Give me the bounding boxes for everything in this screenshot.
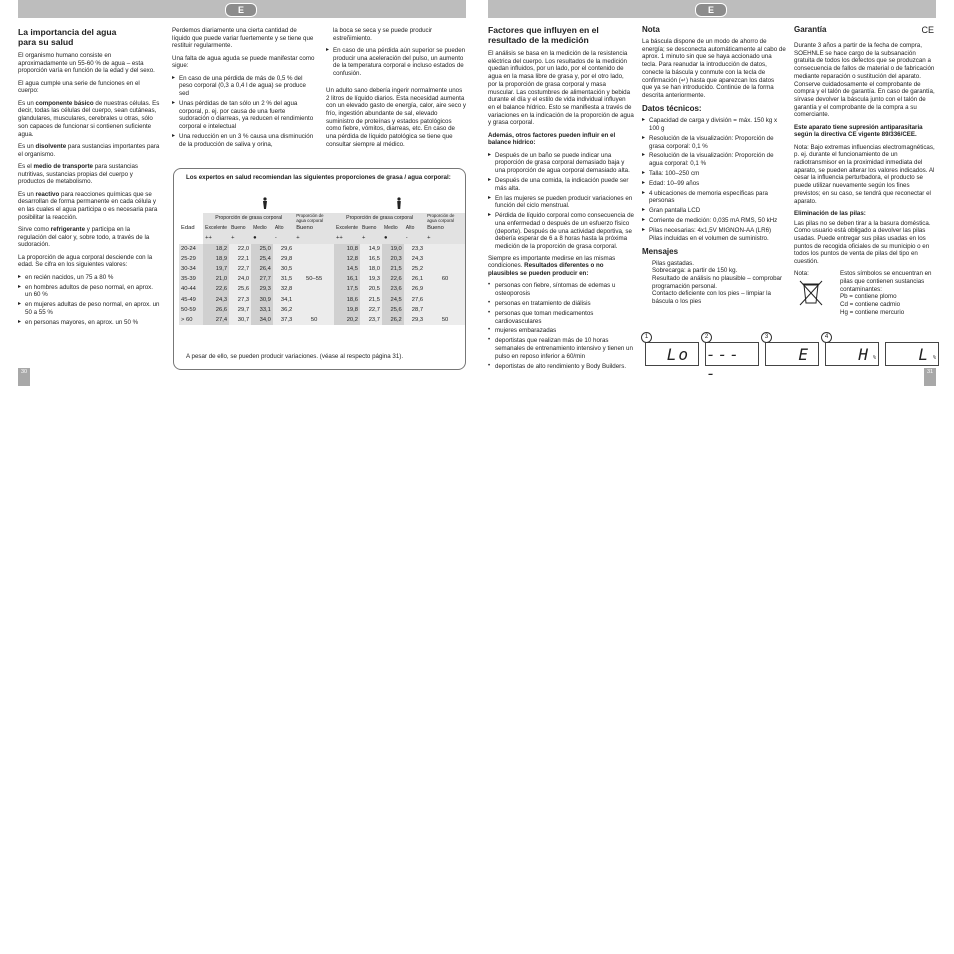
age-cell: > 60: [179, 315, 203, 325]
lcd-text: L: [918, 345, 930, 364]
list-item: ▸ en personas mayores, en aprox. un 50 %: [18, 319, 160, 327]
column-header: Bueno: [294, 223, 334, 233]
list-item: ▸ en mujeres adultas de peso normal, en aprox. un 50 a 55 %: [18, 301, 160, 316]
lcd-text: ----: [706, 345, 741, 383]
value-cell: 18,9: [203, 254, 229, 264]
value-cell: 30,9: [251, 295, 273, 305]
value-cell: 31,5: [273, 274, 294, 284]
female-icon: [262, 197, 268, 209]
column-header: Bueno: [229, 223, 251, 233]
lcd-number-badge: 4: [821, 332, 832, 343]
table-header-row: [179, 223, 465, 233]
value-cell: 34,1: [273, 295, 294, 305]
value-cell: 19,7: [203, 264, 229, 274]
value-cell: 19,0: [382, 244, 404, 254]
section-title: La importancia del agua para su salud: [18, 27, 117, 47]
list-item: ▸ Después de una comida, la indicación puede ser más alta.: [488, 177, 634, 192]
lcd-number-badge: 2: [701, 332, 712, 343]
list-item: ▸ 4 ubicaciones de memoria específicas para personas: [642, 190, 786, 205]
rating-mark: ++: [334, 233, 360, 243]
value-cell: 29,7: [229, 305, 251, 315]
value-cell: 33,1: [251, 305, 273, 315]
list-item: • deportistas de alto rendimiento y Body Builders.: [488, 363, 634, 371]
fat-header-female: Proporción de grasa corporal: [203, 213, 294, 223]
factors-column: Factores que influyen en el resultado de la medición El análisis se basa en la medición de la resistencia eléctrica del cuerpo. Los resultados de la medición quedan influidos, por un lado, por el contenido de agua en la masa libre de grasa y, por el otro lado, por la proporción de grasa corporal y masa muscular. Las costumbres de alimentación y bebida durante el día y el estilo de vida individual influyen en el balance hídrico. Esto se manifiesta a través de variaciones en la indicación de la proporción de agua y grasa corporal. Además, otros factores pueden influir en el balance hídrico: ▸ Después de un baño se puede indicar una proporción de grasa corporal demasiado baja y una proporción de agua corporal demasiado alta. ▸ Después de una comida, la indicación puede ser más alta. ▸ En las mujeres se pueden producir variaciones en función del ciclo menstrual. ▸ Pérdida de líquido corporal como consecuencia de una enfermedad o después de un esfuerzo físico (deporte). Después de una actividad deportiva, se debería esperar de 6 a 8 horas hasta la próxima medición de la proporción de grasa corporal. Siempre es importante medirse en las mismas condiciones. Resultados diferentes o no plausibles se pueden producir en: • personas con fiebre, síntomas de edemas u osteoporosis • personas en tratamiento de diálisis • personas que toman medicamentos cardiovasculares • mujeres embarazadas • deportistas que realizan más de 10 horas semanales de entrenamiento intensivo y tienen un pulso en reposo inferior a 60/min • deportistas de alto rendimiento y Body Builders.: [488, 25, 634, 374]
value-cell: 27,4: [203, 315, 229, 325]
age-cell: 50-59: [179, 305, 203, 315]
lcd-display: [705, 342, 759, 383]
tech-column: Nota La báscula dispone de un modo de ahorro de energía; se desconecta automáticamente al cabo de aprox. 1 minuto sin que se haya accionado una tecla. Para reanudar la introducción de datos, conecte la báscula y conmute con la tecla de confirmación (↵) hasta que aparezcan los datos que ya se han introducido. Continúe de la forma descrita anteriormente. Datos técnicos: ▸ Capacidad de carga y división = máx. 150 kg x 100 g ▸ Resolución de la visualización: Proporción de grasa corporal: 0,1 % ▸ Resolución de la visualización: Proporción de agua corporal: 0,1 % ▸ Talla: 100–250 cm ▸ Edad: 10–99 años ▸ 4 ubicaciones de memoria específicas para personas ▸ Gran pantalla LCD ▸ Corriente de medición: 0,035 mA RMS, 50 kHz ▸ Pilas necesarias: 4x1,5V MIGNON-AA (LR6) Pilas incluidas en el volumen de suministro. Mensajes Pilas gastadas. Sobrecarga: a partir de 150 kg. Resultado de análisis no plausible – comprobar programación personal. Contacto deficiente con los pies – limpiar la báscula o los pies: [642, 25, 786, 306]
right-header-bar: [488, 0, 936, 18]
list-item: ▸ En caso de una pérdida de más de 0,5 % del peso corporal (0,3 a 0,4 l de agua) se produce sed: [172, 75, 316, 98]
language-badge: E: [225, 3, 257, 17]
lcd-text: H: [858, 345, 870, 364]
value-cell: 20,2: [334, 315, 360, 325]
list-item: ▸ Pilas necesarias: 4x1,5V MIGNON-AA (LR6) Pilas incluidas en el volumen de suministro.: [642, 227, 786, 242]
list-item: ▸ Una reducción en un 3 % causa una disminución de la producción de saliva y orina,: [172, 133, 316, 148]
left-header-bar: [18, 0, 466, 18]
value-cell: 20,5: [360, 284, 382, 294]
value-cell: 32,8: [273, 284, 294, 294]
battery-note: Nota: Estos símbolos se encuentran en pilas que contienen sustancias contaminantes: Pb = contiene plomo Cd = contiene cadmio Hg = contiene mercurio: [794, 270, 932, 317]
male-icon: [396, 197, 402, 209]
value-cell: 25,6: [382, 305, 404, 315]
value-cell: 23,6: [382, 284, 404, 294]
rating-mark: -: [404, 233, 425, 243]
value-cell: 30,7: [229, 315, 251, 325]
list-item: ▸ en hombres adultos de peso normal, en aprox. un 60 %: [18, 284, 160, 299]
water-importance-column: La importancia del agua para su salud El organismo humano consiste en aproximadamente un 55-60 % de agua – esta proporción varía en función de la edad y del sexo. El agua cumple una serie de funciones en el cuerpo: Es un componente básico de nuestras células. Es decir, todas las células del cuerpo, sean cutáneas, glandulares, musculares, cerebrales u otras, sólo son capaces de funcionar si contienen suficiente agua. Es un disolvente para sustancias importantes para el organismo. Es el medio de transporte para sustancias nutritivas, sustancias propias del cuerpo y productos de metabolismo. Es un reactivo para reacciones químicas que se desarrollan de forma permanente en cada célula y en las cuales el agua participa o es necesaria para posibilitar la reacción. Sirve como refrigerante y participa en la regulación del calor y, sobre todo, a través de la sudoración. La proporción de agua corporal desciende con la edad. Se cifra en los siguientes valores: ▸ en recién nacidos, un 75 a 80 % ▸ en hombres adultos de peso normal, en aprox. un 60 % ▸ en mujeres adultas de peso normal, en aprox. un 50 a 55 % ▸ en personas mayores, en aprox. un 50 %: [18, 27, 160, 330]
column-header: Excelente: [203, 223, 229, 233]
value-cell: 12,8: [334, 254, 360, 264]
value-cell: 29,3: [251, 284, 273, 294]
value-cell: 23,3: [404, 244, 425, 254]
rating-mark: ●: [382, 233, 404, 243]
crossed-bin-icon: [798, 279, 824, 307]
table-row: [179, 244, 465, 254]
list-item: ▸ Gran pantalla LCD: [642, 207, 786, 215]
value-cell: 24,5: [382, 295, 404, 305]
intake-column: la boca se seca y se puede producir estreñimiento. ▸ En caso de una pérdida aún superior se pueden producir una aceleración del pulso, un aumento de la temperatura corporal e incluso estados de confusión. Un adulto sano debería ingerir normalmente unos 2 litros de líquido diarios. Esta necesidad aumenta con un elevado gasto de energía, calor, aire seco y frío, ingestión abundante de sal, elevado suministro de proteínas y estados patológicos como fiebre, vómitos, diarreas, etc. En caso de una pérdida de líquido patológica se tiene que consultar siempre al médico.: [326, 27, 466, 153]
rating-mark: +: [425, 233, 465, 243]
page-number: 30: [18, 368, 30, 386]
column-header: Excelente: [334, 223, 360, 233]
age-cell: 35-39: [179, 274, 203, 284]
lcd-text: E: [798, 345, 810, 364]
value-cell: 23,7: [360, 315, 382, 325]
value-cell: 16,5: [360, 254, 382, 264]
table-cell: [179, 233, 203, 243]
age-cell: 30-34: [179, 264, 203, 274]
age-cell: 20-24: [179, 244, 203, 254]
rating-mark: ●: [251, 233, 273, 243]
list-item: • personas con fiebre, síntomas de edemas u osteoporosis: [488, 282, 634, 297]
fluid-loss-column: Perdemos diariamente una cierta cantidad de líquido que puede variar fuertemente y se tiene que restituir regularmente. Una falta de agua aguda se puede manifestar como sigue: ▸ En caso de una pérdida de más de 0,5 % del peso corporal (0,3 a 0,4 l de agua) se produce sed ▸ Unas pérdidas de tan sólo un 2 % del agua corporal, p. ej. por causa de una fuerte sudoración o diarreas, ya reducen el rendimiento corporal e intelectual ▸ Una reducción en un 3 % causa una disminución de la producción de saliva y orina,: [172, 27, 316, 152]
value-cell: 37,3: [273, 315, 294, 325]
value-cell: 34,0: [251, 315, 273, 325]
value-cell: 25,2: [404, 264, 425, 274]
value-cell: 22,1: [229, 254, 251, 264]
value-cell: 21,5: [360, 295, 382, 305]
value-cell: 25,0: [251, 244, 273, 254]
percent-sign: %: [872, 355, 876, 361]
value-cell: 24,0: [229, 274, 251, 284]
list-item: ▸ En caso de una pérdida aún superior se pueden producir una aceleración del pulso, un aumento de la temperatura corporal e incluso estados de confusión.: [326, 47, 466, 78]
value-cell: 29,6: [273, 244, 294, 254]
water-value-male: 60: [425, 244, 465, 315]
rating-mark: -: [273, 233, 294, 243]
warranty-column: Garantía CE Durante 3 años a partir de la fecha de compra, SOEHNLE se hace cargo de la subsanación gratuita de todos los defectos que se produzcan a consecuencia de fallos de material o de fabricación mediante reparación o sustitución del aparato. Conserve cuidadosamente el comprobante de compra y el talón de garantía. En caso de garantía, sírvase devolver la báscula junto con el talón de garantía y el comprobante de la compra a su comerciante. Este aparato tiene supresión antiparasitaria según la directiva CE vigente 89/336/CEE. Nota: Bajo extremas influencias electromagnéticas, p. ej. durante el funcionamiento de un radiotransmisor en la proximidad inmediata del aparato, se pueden alterar los valores indicados. Al cesar la influencia perturbadora, el producto se puede utilizar nuevamente según los fines previstos; en su caso, se tendrá que reconectar el aparato. Eliminación de las pilas: Las pilas no se deben tirar a la basura doméstica. Como usuario está obligado a devolver las pilas usadas. Puede entregar sus pilas usadas en los puntos de recogida oficiales de su municipio o en todos los puntos de venta de pilas del tipo en cuestión. Nota: Estos símbolos se encuentran en pilas que contienen sustancias contaminantes: Pb = contiene plomo Cd = contiene cadmio Hg = contiene mercurio: [794, 25, 936, 326]
lcd-display: [825, 342, 879, 366]
list-item: • personas en tratamiento de diálisis: [488, 300, 634, 308]
table-row: [179, 315, 465, 325]
list-item: ▸ Después de un baño se puede indicar una proporción de grasa corporal demasiado baja y una proporción de agua corporal demasiado alta.: [488, 152, 634, 175]
list-item: ▸ Resolución de la visualización: Proporción de grasa corporal: 0,1 %: [642, 135, 786, 150]
rating-mark: +: [360, 233, 382, 243]
value-cell: 28,7: [404, 305, 425, 315]
value-cell: 22,7: [360, 305, 382, 315]
value-cell: 18,2: [203, 244, 229, 254]
value-cell: 36,2: [273, 305, 294, 315]
value-cell: 22,7: [229, 264, 251, 274]
list-item: ▸ Unas pérdidas de tan sólo un 2 % del agua corporal, p. ej. por causa de una fuerte sudoración o diarreas, ya reducen el rendimiento corporal e intelectual: [172, 100, 316, 131]
age-header: Edad: [181, 225, 195, 232]
value-cell: 21,5: [382, 264, 404, 274]
list-item: ▸ Corriente de medición: 0,035 mA RMS, 50 kHz: [642, 217, 786, 225]
value-cell: 18,6: [334, 295, 360, 305]
water-header-female: Proporción de agua corporal: [294, 213, 334, 223]
value-cell: 29,8: [273, 254, 294, 264]
water-proportion-list: [18, 274, 160, 327]
column-header: Bueno: [360, 223, 382, 233]
lcd-number-badge: 1: [641, 332, 652, 343]
rating-mark: +: [229, 233, 251, 243]
list-item: ▸ En las mujeres se pueden producir variaciones en función del ciclo menstrual.: [488, 195, 634, 210]
water-value-male: 50: [425, 315, 465, 325]
column-header: Alto: [273, 223, 294, 233]
value-cell: 19,3: [360, 274, 382, 284]
lcd-display: [885, 342, 939, 366]
value-cell: 17,5: [334, 284, 360, 294]
table-header-row: [179, 233, 465, 243]
percent-sign: %: [932, 355, 936, 361]
table-cell: [179, 213, 203, 223]
column-header: Bueno: [425, 223, 465, 233]
age-cell: 45-49: [179, 295, 203, 305]
list-item: ▸ Resolución de la visualización: Proporción de agua corporal: 0,1 %: [642, 152, 786, 167]
value-cell: 10,8: [334, 244, 360, 254]
age-cell: 25-29: [179, 254, 203, 264]
list-item: ▸ Edad: 10–99 años: [642, 180, 786, 188]
value-cell: 25,6: [229, 284, 251, 294]
value-cell: 22,0: [229, 244, 251, 254]
list-item: • deportistas que realizan más de 10 horas semanales de entrenamiento intensivo y tienen un pulso en reposo inferior a 60/min: [488, 337, 634, 360]
value-cell: 14,5: [334, 264, 360, 274]
value-cell: 26,4: [251, 264, 273, 274]
value-cell: 26,1: [404, 274, 425, 284]
fat-header-male: Proporción de grasa corporal: [334, 213, 425, 223]
value-cell: 24,3: [404, 254, 425, 264]
value-cell: 26,2: [382, 315, 404, 325]
language-badge: E: [695, 3, 727, 17]
table-header-row: [179, 213, 465, 223]
value-cell: 22,6: [203, 284, 229, 294]
page-number: 31: [924, 368, 936, 386]
list-item: ▸ Pérdida de líquido corporal como consecuencia de una enfermedad o después de un esfuerzo físico (deporte). Después de una actividad deportiva, se debería esperar de 6 a 8 horas hasta la próxima medición de la proporción de grasa corporal.: [488, 212, 634, 251]
value-cell: 26,9: [404, 284, 425, 294]
water-value-female: 50–55: [294, 244, 334, 315]
rating-mark: +: [294, 233, 334, 243]
value-cell: 27,6: [404, 295, 425, 305]
value-cell: 30,5: [273, 264, 294, 274]
ce-mark: CE: [921, 25, 934, 35]
lcd-text: Lo: [666, 345, 690, 364]
value-cell: 24,3: [203, 295, 229, 305]
value-cell: 16,1: [334, 274, 360, 284]
list-item: ▸ Capacidad de carga y división = máx. 150 kg x 100 g: [642, 117, 786, 132]
value-cell: 29,3: [404, 315, 425, 325]
list-item: • personas que toman medicamentos cardiovasculares: [488, 310, 634, 325]
water-value-female: 50: [294, 315, 334, 325]
column-header: Alto: [404, 223, 425, 233]
recommendation-table-box: Los expertos en salud recomiendan las siguientes proporciones de grasa / agua corporal: Proporción de grasa corporal Proporción de agua corporal Proporción de grasa corporal Proporción de agua corporal Edad Excelente Bueno Medio Alto Bueno Excelente Bueno Medio Alto Bueno ++ + ● - + ++ + ● - + 20-24 18,2 22,0 25,0 29,6 50–55 10,8 14,9 19,0 23,3 60 25-29 18,9 22,1 25,4 29,8 12,8 16,5 20,3 24,3 30-34 19,7 22,7 26,4 30,5 14,5 18,0 21,5 25,2 35-39 21,0 24,0 27,7 31,5 16,1 19,3 22,6 26,1 40-44 22,6 25,6 29,3 32,8 17,5 20,5 23,6 26,9 45-49 24,3 27,3 30,9 34,1 18,6 21,5 24,5 27,6 50-59 26,6 29,7 33,1 36,2 19,8 22,7 25,6 28,7 > 60 27,4 30,7 34,0 37,3 50 20,2 23,7 26,2 29,3 50 A pesar de ello, se pueden producir variaciones. (véase al respecto página 31).: [173, 168, 466, 370]
value-cell: 27,7: [251, 274, 273, 284]
column-header: Medio: [251, 223, 273, 233]
value-cell: 22,6: [382, 274, 404, 284]
value-cell: 25,4: [251, 254, 273, 264]
lcd-display: [765, 342, 819, 366]
value-cell: 27,3: [229, 295, 251, 305]
list-item: • mujeres embarazadas: [488, 327, 634, 335]
age-cell: 40-44: [179, 284, 203, 294]
value-cell: 20,3: [382, 254, 404, 264]
list-item: ▸ Talla: 100–250 cm: [642, 170, 786, 178]
value-cell: 19,8: [334, 305, 360, 315]
lcd-display: [645, 342, 699, 366]
value-cell: 14,9: [360, 244, 382, 254]
rating-mark: ++: [203, 233, 229, 243]
messages-list: Pilas gastadas. Sobrecarga: a partir de 150 kg. Resultado de análisis no plausible – comprobar programación personal. Contacto deficiente con los pies – limpiar la báscula o los pies: [652, 259, 783, 306]
value-cell: 26,6: [203, 305, 229, 315]
tech-spec-list: [642, 117, 786, 242]
lcd-number-badge: 3: [761, 332, 772, 343]
value-cell: 21,0: [203, 274, 229, 284]
column-header: Medio: [382, 223, 404, 233]
fat-water-table: [179, 213, 465, 325]
water-header-male: Proporción de agua corporal: [425, 213, 465, 223]
list-item: ▸ en recién nacidos, un 75 a 80 %: [18, 274, 160, 282]
value-cell: 18,0: [360, 264, 382, 274]
